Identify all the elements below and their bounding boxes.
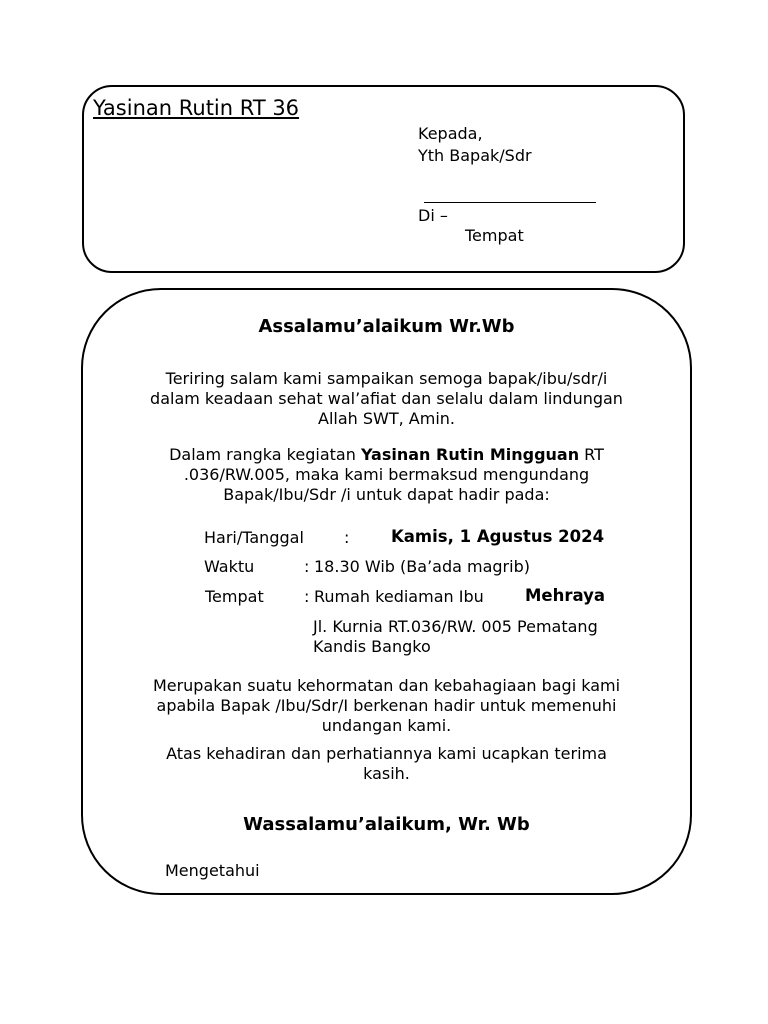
paragraph-line	[81, 445, 692, 465]
acknowledged-label: Mengetahui	[165, 861, 260, 880]
detail-address-line: Kandis Bangko	[313, 637, 431, 656]
paragraph-line: .036/RW.005, maka kami bermaksud mengundang	[183, 465, 590, 484]
detail-colon: :	[344, 528, 350, 547]
paragraph-line: Teriring salam kami sampaikan semoga bapak/ibu/sdr/i	[165, 369, 608, 388]
event-name: Yasinan Rutin Mingguan	[360, 445, 580, 464]
detail-value-place: Rumah kediaman Ibu	[314, 587, 484, 606]
detail-colon: :	[304, 557, 310, 576]
recipient-di: Di –	[418, 206, 448, 225]
paragraph-line: Bapak/Ibu/Sdr /i untuk dapat hadir pada:	[223, 485, 550, 504]
paragraph-line: dalam keadaan sehat wal’afiat dan selalu dalam lindungan	[150, 389, 623, 408]
detail-address-line: Jl. Kurnia RT.036/RW. 005 Pematang	[313, 617, 598, 636]
recipient-tempat: Tempat	[465, 226, 524, 245]
recipient-yth: Yth Bapak/Sdr	[418, 146, 532, 165]
paragraph-line: Atas kehadiran dan perhatiannya kami ucapkan terima	[166, 744, 607, 763]
detail-label-time: Waktu	[204, 557, 255, 576]
paragraph-opening	[81, 369, 692, 429]
detail-value-host: Mehraya	[525, 586, 606, 605]
recipient-kepada: Kepada,	[418, 124, 483, 143]
detail-label-date: Hari/Tanggal	[204, 528, 304, 547]
opening-greeting: Assalamu’alaikum Wr.Wb	[258, 316, 515, 337]
paragraph-honor	[81, 676, 692, 736]
paragraph-thanks	[81, 744, 692, 784]
paragraph-purpose	[81, 445, 692, 505]
paragraph-line: Merupakan suatu kehormatan dan kebahagiaan bagi kami	[152, 676, 621, 695]
recipient-name-line	[424, 202, 596, 203]
paragraph-line: kasih.	[363, 764, 410, 783]
detail-value-time: 18.30 Wib (Ba’ada magrib)	[314, 557, 530, 576]
purpose-text-post: RT	[579, 445, 604, 464]
purpose-text-pre: Dalam rangka kegiatan	[169, 445, 361, 464]
event-title: Yasinan Rutin RT 36	[93, 96, 300, 120]
detail-label-place: Tempat	[205, 587, 264, 606]
detail-value-date: Kamis, 1 Agustus 2024	[391, 527, 605, 546]
closing-greeting: Wassalamu’alaikum, Wr. Wb	[243, 814, 530, 835]
detail-colon: :	[304, 587, 310, 606]
paragraph-line: apabila Bapak /Ibu/Sdr/I berkenan hadir untuk memenuhi	[156, 696, 617, 715]
paragraph-line: undangan kami.	[321, 716, 452, 735]
paragraph-line: Allah SWT, Amin.	[318, 409, 455, 428]
